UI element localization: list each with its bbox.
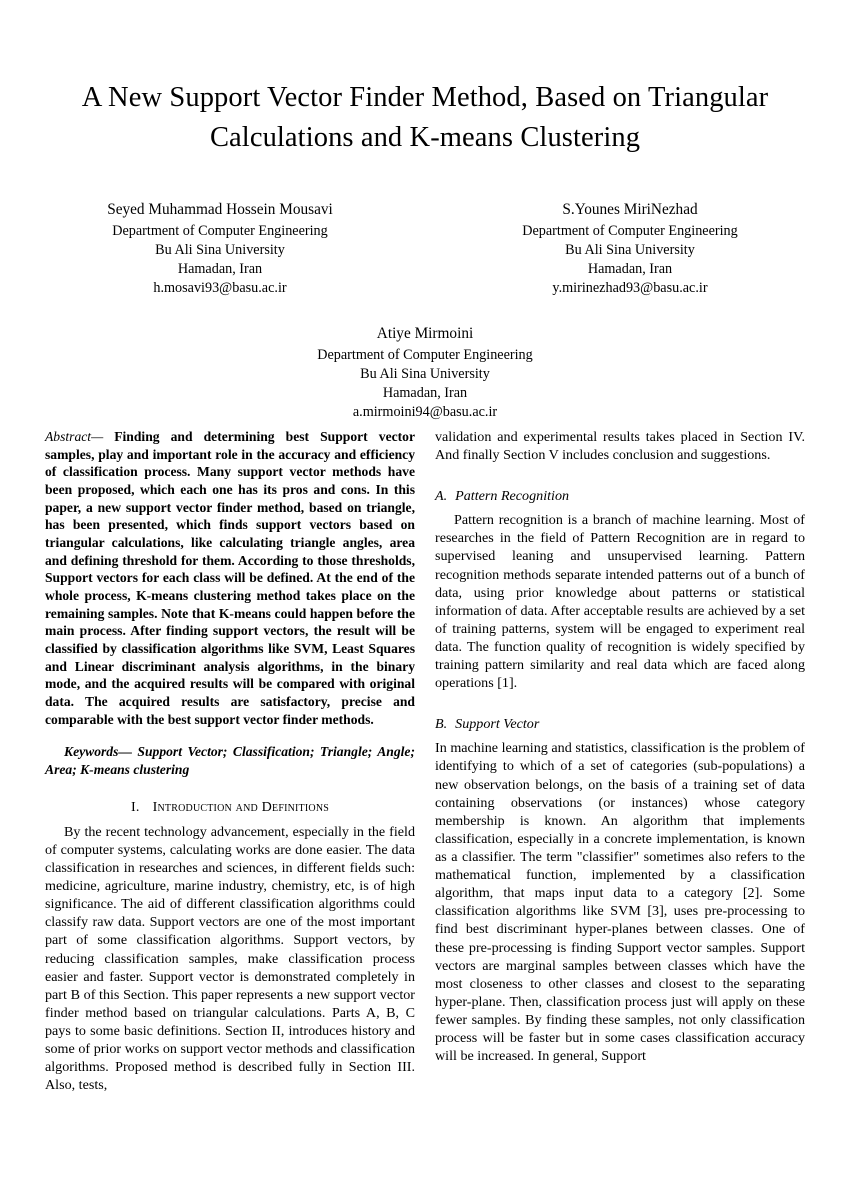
support-vector-paragraph: In machine learning and statistics, classification is the problem of identifying to which of a set of categories (sub-populations) a new observation belongs, on the basis of a training set of data containing observations (or instances) whose category membership is known. An algorithm that implements classification, especially in a concrete implementation, is known as a classifier. The term "classifier" sometimes also refers to the mathematical function, implemented by a classification algorithm, that maps input data to a category [2]. Some classification algorithms like SVM [3], uses pre-processing to find best discriminant hyper-planes between classes. One of these pre-processing is finding Support vector samples. Support vectors are marginal samples between classes which have the most closeness to other classes and closest to the separating hyper-plane. Then, classification process just will apply on these fewer samples. By finding these samples, not only classification process will be faster but in some cases classification accuracy will be increased. In general, Support xyxy=(435,740,805,1065)
author-email: y.mirinezhad93@basu.ac.ir xyxy=(552,279,708,296)
pattern-recognition-paragraph: Pattern recognition is a branch of machine learning. Most of researches in the field of Pattern Recognition are in regard to supervised leaning and unsupervised learning. Pattern recognition methods separate intended patterns out of a bunch of data, using prior knowledge about patterns or statistical information of data. After acceptable results are achieved by a set of training patterns, system will be engaged to experiment real data. The function quality of recognition is widely specified by training pattern similarity and real data which are faced along operations [1]. xyxy=(435,512,805,692)
keywords-label: Keywords— xyxy=(64,744,132,760)
author-university: Bu Ali Sina University xyxy=(360,366,490,382)
author-university: Bu Ali Sina University xyxy=(565,242,695,259)
author-block-1 xyxy=(55,200,385,298)
author-location: Hamadan, Iran xyxy=(177,261,263,278)
author-email: h.mosavi93@basu.ac.ir xyxy=(153,279,287,296)
author-block-2 xyxy=(465,200,795,298)
abstract-text: Finding and determining best Support vector samples, play and important role in the accuracy and efficiency of classification process. Many support vector methods have been proposed, which each one has its pros and cons. In this paper, a new support vector finder method, based on triangle, has been presented, which finds support vectors based on triangular calculations, like calculating triangle angles, area and defining threshold for them. According to those thresholds, Support vectors for each class will be defined. At the end of the whole process, K-means clustering method takes place on the remaining samples. Note that K-means could happen before the main process. After finding support vectors, the result will be classified by classification algorithms like SVM, Least Squares and Linear discriminant analysis algorithms, in the binary mode, and the acquired results will be compared with original data. The acquired results are satisfactory, precise and comparable with the best support vector finder methods. xyxy=(45,429,415,727)
abstract-paragraph xyxy=(45,428,415,728)
author-department: Department of Computer Engineering xyxy=(112,223,328,240)
author-department: Department of Computer Engineering xyxy=(317,347,533,364)
keywords-text: Support Vector; Classification; Triangle; Angle; Area; K-means clustering xyxy=(45,744,415,778)
author-department: Department of Computer Engineering xyxy=(522,223,738,240)
subsection-title: Support Vector xyxy=(455,716,540,733)
subsection-letter: B. xyxy=(435,716,448,733)
keywords-paragraph xyxy=(45,743,415,778)
subsection-heading-pattern-recognition xyxy=(435,488,805,505)
author-email: a.mirmoini94@basu.ac.ir xyxy=(352,403,498,420)
section-title: Introduction and Definitions xyxy=(152,798,330,815)
abstract-label: Abstract— xyxy=(45,429,104,444)
author-name: Atiye Mirmoini xyxy=(376,324,474,342)
author-name: Seyed Muhammad Hossein Mousavi xyxy=(107,200,333,218)
body-columns xyxy=(45,428,805,1094)
section-number: I. xyxy=(130,798,140,815)
author-name: S.Younes MiriNezhad xyxy=(562,200,698,218)
author-location: Hamadan, Iran xyxy=(587,261,673,278)
subsection-heading-support-vector xyxy=(435,716,805,733)
author-location: Hamadan, Iran xyxy=(382,384,468,401)
introduction-paragraph-continuation: validation and experimental results takes placed in Section IV. And finally Section V includes conclusion and suggestions. xyxy=(435,429,805,464)
author-university: Bu Ali Sina University xyxy=(155,242,285,259)
right-column xyxy=(435,428,805,1094)
introduction-paragraph-left: By the recent technology advancement, especially in the field of computer systems, calculating works are done easier. The data classification in researches and sciences, in different fields such: medicine, agriculture, marine industry, chemistry, etc, is of high significance. The aid of different classification algorithms could classify raw data. Support vectors are one of the most important part of some classification algorithms. Support vectors, by reducing classification samples, make classification process easier and faster. Support vector is demonstrated completely in part B of this Section. This paper represents a new support vector finder method based on triangular calculations. Parts A, B, C pays to some basic definitions. Section II, introduces history and some of prior works on support vector methods and classification algorithms. Proposed method is described fully in Section III. Also, tests, xyxy=(45,823,415,1094)
author-block-3 xyxy=(215,324,635,422)
title-block xyxy=(75,78,775,159)
authors-row xyxy=(55,200,795,298)
section-heading-introduction xyxy=(45,799,415,816)
page-title: A New Support Vector Finder Method, Based on Triangular Calculations and K-means Clustering xyxy=(81,82,769,154)
subsection-title: Pattern Recognition xyxy=(455,488,570,505)
left-column xyxy=(45,428,415,1094)
subsection-letter: A. xyxy=(435,488,448,505)
